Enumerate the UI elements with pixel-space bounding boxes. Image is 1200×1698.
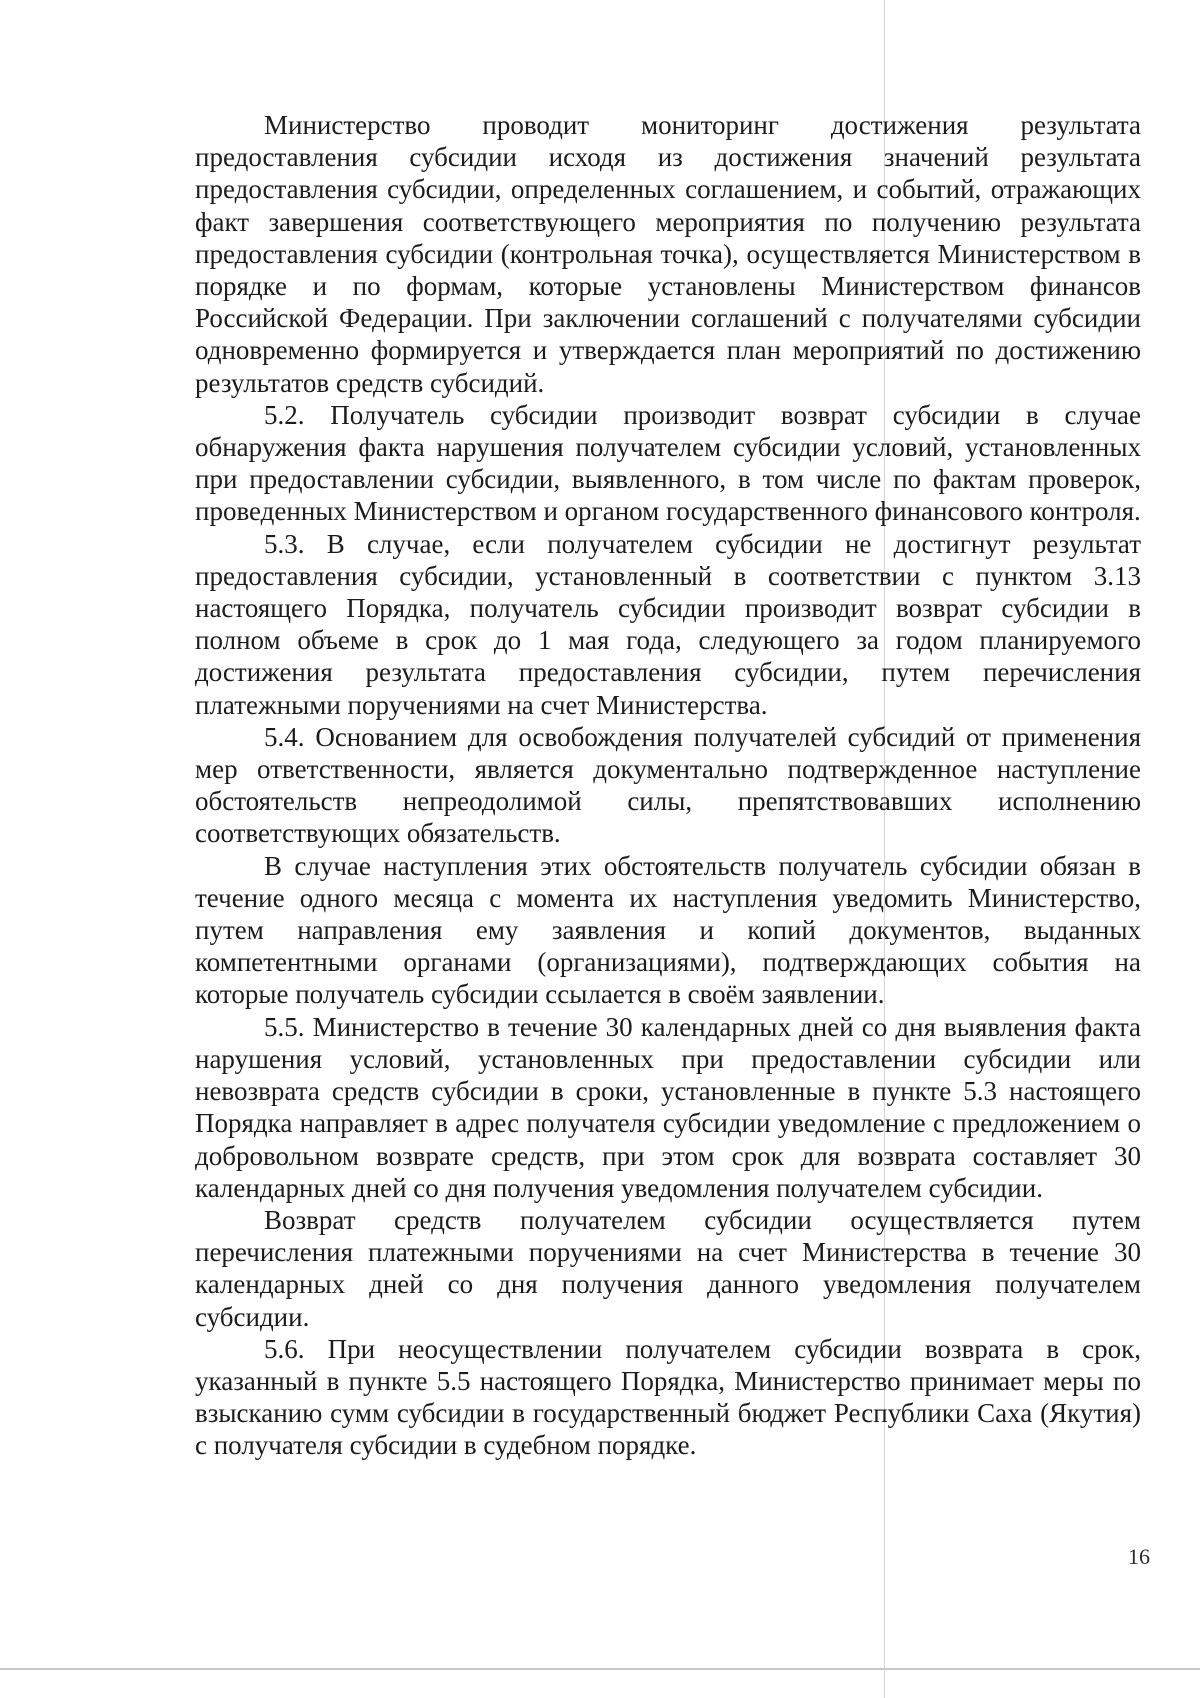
page-number: 16 xyxy=(1128,1544,1150,1569)
paragraph-refund-procedure: Возврат средств получателем субсидии осуществляется путем перечисления платежными поручениями на счет Министерства в течение 30 календарных дней со дня получения данного уведомления получателем субсидии. xyxy=(195,1204,1141,1332)
paragraph-5-3: 5.3. В случае, если получателем субсидии не достигнут результат предоставления субсидии, установленный в соответствии с пунктом 3.13 настоящего Порядка, получатель субсидии производит возврат субсидии в полном объеме в срок до 1 мая года, следующего за годом планируемого достижения результата предоставления субсидии, путем перечисления платежными поручениями на счет Министерства. xyxy=(195,528,1141,720)
paragraph-5-5: 5.5. Министерство в течение 30 календарных дней со дня выявления факта нарушения условий, установленных при предоставлении субсидии или невозврата средств субсидии в сроки, установленные в пункте 5.3 настоящего Порядка направляет в адрес получателя субсидии уведомление с предложением о добровольном возврате средств, при этом срок для возврата составляет 30 календарных дней со дня получения уведомления получателем субсидии. xyxy=(195,1011,1141,1203)
paragraph-5-4: 5.4. Основанием для освобождения получателей субсидий от применения мер ответственности, является документально подтвержденное наступление обстоятельств непреодолимой силы, препятствовавших исполнению соответствующих обязательств. xyxy=(195,721,1141,849)
paragraph-force-majeure-notice: В случае наступления этих обстоятельств получатель субсидии обязан в течение одного месяца с момента их наступления уведомить Министерство, путем направления ему заявления и копий документов, выданных компетентными органами (организациями), подтверждающих события на которые получатель субсидии ссылается в своём заявлении. xyxy=(195,850,1141,1010)
scan-bottom-edge xyxy=(0,1668,1200,1670)
paragraph-5-2: 5.2. Получатель субсидии производит возврат субсидии в случае обнаружения факта нарушения получателем субсидии условий, установленных при предоставлении субсидии, выявленного, в том числе по фактам проверок, проведенных Министерством и органом государственного финансового контроля. xyxy=(195,399,1141,527)
paragraph-monitoring: Министерство проводит мониторинг достижения результата предоставления субсидии исходя из достижения значений результата предоставления субсидии, определенных соглашением, и событий, отражающих факт завершения соответствующего мероприятия по получению результата предоставления субсидии (контрольная точка), осуществляется Министерством в порядке и по формам, которые установлены Министерством финансов Российской Федерации. При заключении соглашений с получателями субсидии одновременно формируется и утверждается план мероприятий по достижению результатов средств субсидий. xyxy=(195,110,1141,398)
document-body xyxy=(195,109,1141,1462)
paragraph-5-6: 5.6. При неосуществлении получателем субсидии возврата в срок, указанный в пункте 5.5 настоящего Порядка, Министерство принимает меры по взысканию сумм субсидии в государственный бюджет Республики Саха (Якутия) с получателя субсидии в судебном порядке. xyxy=(195,1333,1141,1461)
